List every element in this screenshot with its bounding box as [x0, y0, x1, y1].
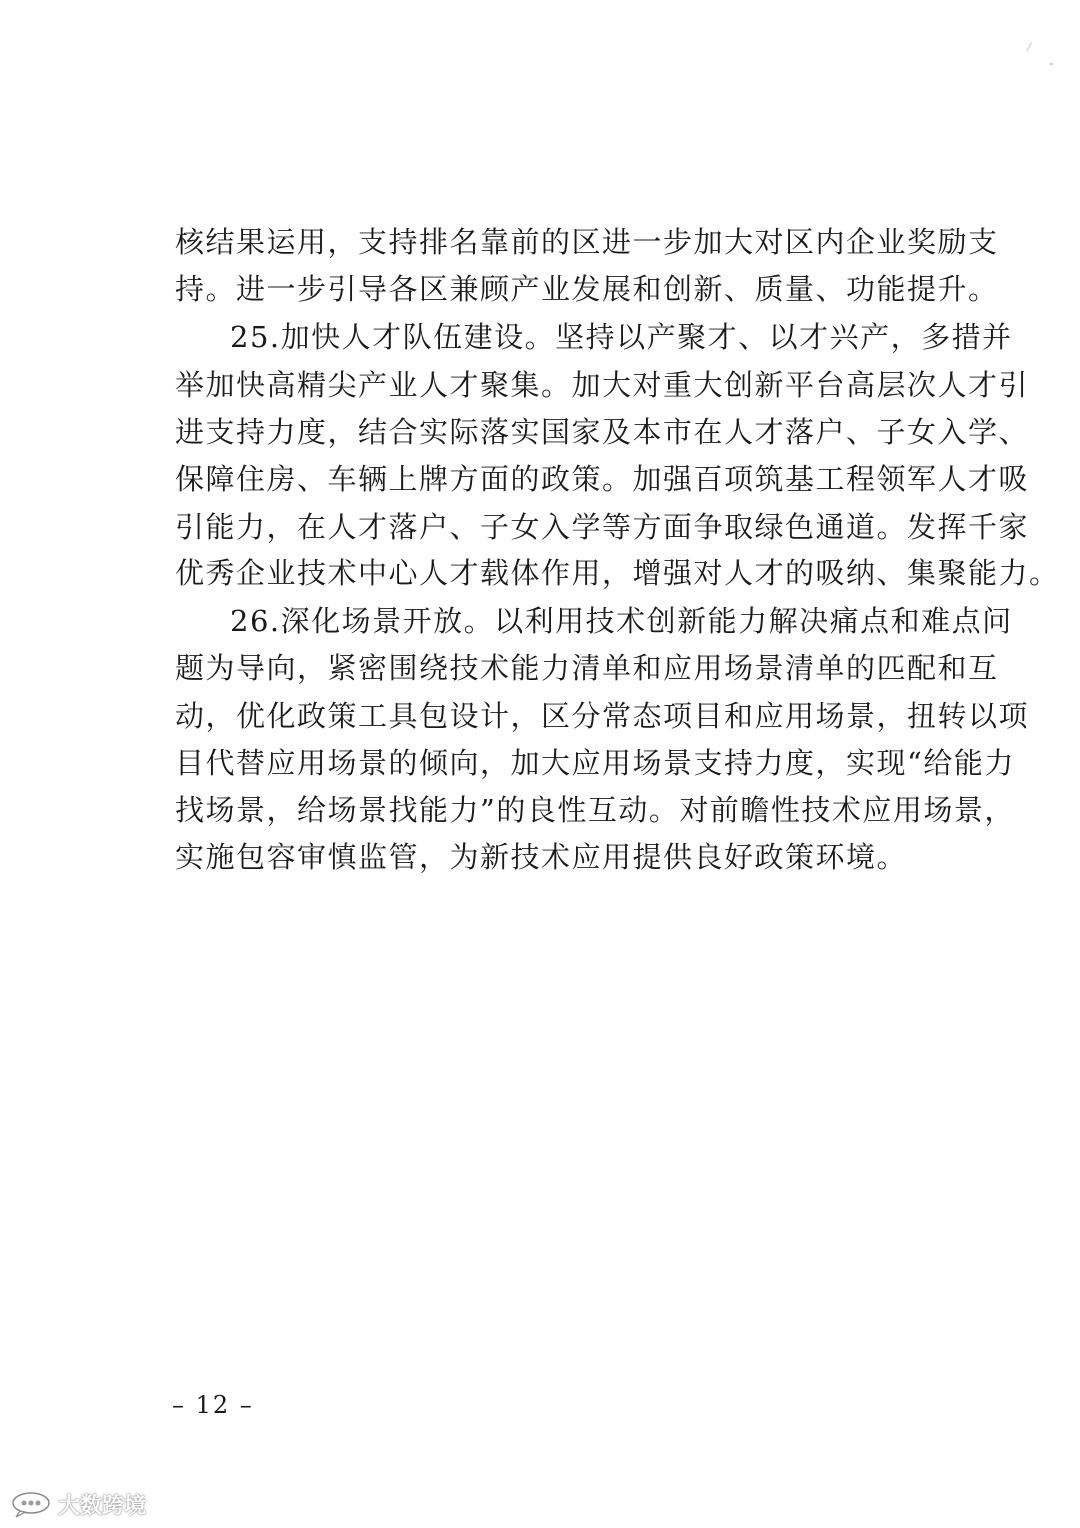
text-line: 目代替应用场景的倾向，加大应用场景支持力度，实现“给能力 — [175, 746, 1015, 780]
scan-artifact-dot — [1050, 63, 1053, 65]
text-line: 优秀企业技术中心人才载体作用，增强对人才的吸纳、集聚能力。 — [175, 556, 1060, 590]
text-line: 持。进一步引导各区兼顾产业发展和创新、质量、功能提升。 — [175, 272, 999, 306]
paragraph-heading-25: 25.加快人才队伍建设。坚持以产聚才、以才兴产，多措并 — [230, 320, 1013, 354]
chat-bubble-logo-icon — [10, 1490, 52, 1518]
page-number: – 12 – — [172, 1391, 254, 1419]
text-line: 引能力，在人才落户、子女入学等方面争取绿色通道。发挥千家 — [175, 510, 1030, 544]
text-line: 保障住房、车辆上牌方面的政策。加强百项筑基工程领军人才吸 — [175, 462, 1030, 496]
text-line: 题为导向，紧密围绕技术能力清单和应用场景清单的匹配和互 — [175, 651, 999, 685]
text-line: 举加快高精尖产业人才聚集。加大对重大创新平台高层次人才引 — [175, 368, 1030, 402]
text-line: 进支持力度，结合实际落实国家及本市在人才落户、子女入学、 — [175, 415, 1030, 449]
watermark — [10, 1488, 146, 1520]
scan-artifact — [1026, 42, 1039, 55]
text-line: 找场景，给场景找能力”的良性互动。对前瞻性技术应用场景， — [175, 793, 1015, 827]
text-line: 动，优化政策工具包设计，区分常态项目和应用场景，扭转以项 — [175, 699, 1030, 733]
paragraph-heading-26: 26.深化场景开放。以利用技术创新能力解决痛点和难点问 — [230, 604, 1013, 638]
watermark-text: 大数跨境 — [58, 1493, 147, 1519]
text-line: 核结果运用，支持排名靠前的区进一步加大对区内企业奖励支 — [175, 225, 999, 259]
text-line-last: 实施包容审慎监管，为新技术应用提供良好政策环境。 — [175, 840, 908, 874]
